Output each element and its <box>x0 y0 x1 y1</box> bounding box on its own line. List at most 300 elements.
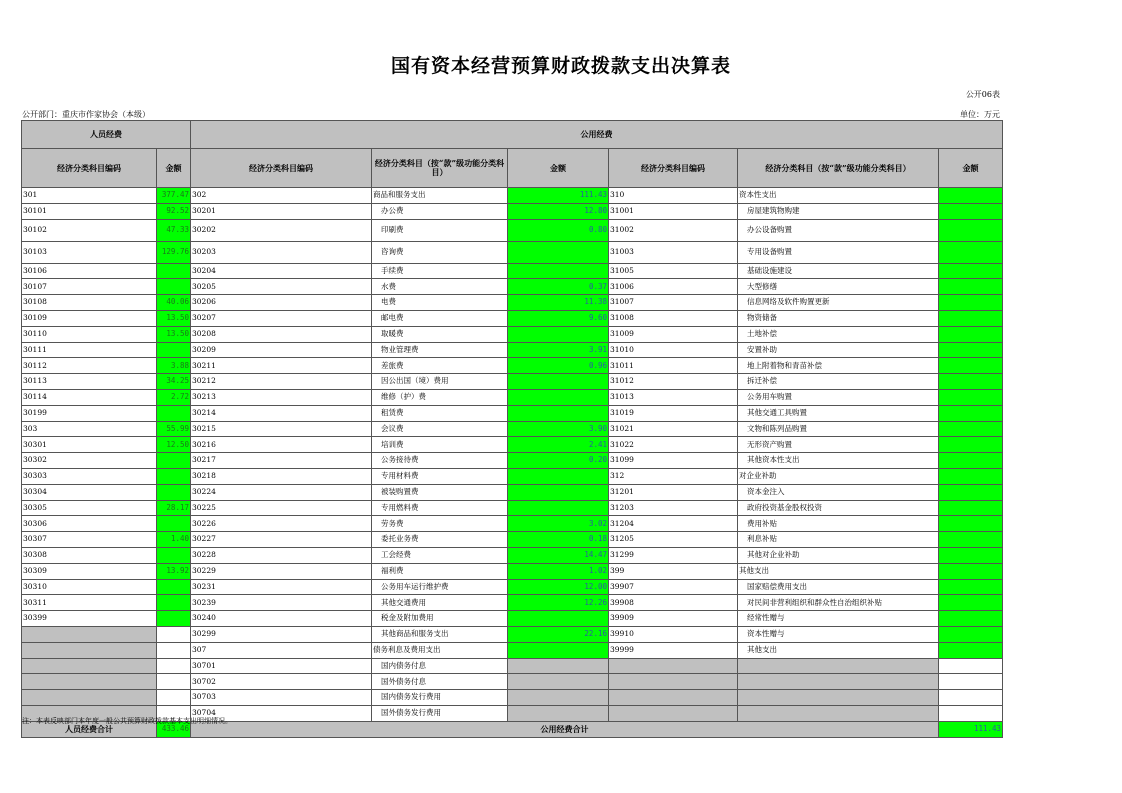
personnel-code-cell: 30310 <box>22 579 157 595</box>
capital-code-cell: 31008 <box>609 310 738 326</box>
capital-amount-cell <box>939 374 1003 390</box>
personnel-code-cell: 30199 <box>22 405 157 421</box>
public-amount-cell: 3.90 <box>508 421 609 437</box>
personnel-amount-cell: 40.06 <box>157 295 191 311</box>
personnel-amount-cell <box>157 468 191 484</box>
personnel-code-cell: 30112 <box>22 358 157 374</box>
personnel-total-label: 人员经费合计 <box>22 721 157 737</box>
table-row <box>22 611 1003 627</box>
personnel-amount-cell: 13.50 <box>157 310 191 326</box>
personnel-code-cell: 30309 <box>22 563 157 579</box>
public-amount-cell: 12.26 <box>508 595 609 611</box>
public-code-cell: 30701 <box>191 658 372 674</box>
capital-name-cell: 基础设施建设 <box>738 263 939 279</box>
table-row <box>22 389 1003 405</box>
public-code-cell: 30217 <box>191 453 372 469</box>
public-name-cell: 电费 <box>372 295 508 311</box>
capital-amount-cell <box>939 595 1003 611</box>
capital-code-cell: 31205 <box>609 532 738 548</box>
capital-amount-cell <box>939 310 1003 326</box>
capital-amount-cell <box>939 389 1003 405</box>
capital-name-cell: 利息补贴 <box>738 532 939 548</box>
personnel-amount-cell <box>157 674 191 690</box>
public-amount-cell <box>508 326 609 342</box>
capital-code-cell: 31009 <box>609 326 738 342</box>
personnel-code-cell: 30308 <box>22 547 157 563</box>
public-amount-cell <box>508 611 609 627</box>
table-row <box>22 579 1003 595</box>
public-code-cell: 30216 <box>191 437 372 453</box>
capital-amount-cell <box>939 405 1003 421</box>
public-amount-cell: 12.00 <box>508 579 609 595</box>
capital-name-cell: 无形资产购置 <box>738 437 939 453</box>
public-amount-cell <box>508 690 609 706</box>
public-amount-cell <box>508 658 609 674</box>
capital-code-cell: 310 <box>609 188 738 204</box>
public-code-cell: 30226 <box>191 516 372 532</box>
capital-amount-cell <box>939 500 1003 516</box>
table-row <box>22 188 1003 204</box>
public-name-cell: 国内债务发行费用 <box>372 690 508 706</box>
public-name-cell: 其他商品和服务支出 <box>372 626 508 642</box>
personnel-code-cell: 30111 <box>22 342 157 358</box>
public-name-cell: 工会经费 <box>372 547 508 563</box>
table-row <box>22 500 1003 516</box>
public-name-cell: 国内债务付息 <box>372 658 508 674</box>
public-name-cell: 水费 <box>372 279 508 295</box>
capital-name-cell <box>738 658 939 674</box>
public-amount-cell: 9.60 <box>508 310 609 326</box>
public-amount-cell <box>508 705 609 721</box>
public-name-cell: 差旅费 <box>372 358 508 374</box>
personnel-code-cell: 30306 <box>22 516 157 532</box>
table-row <box>22 690 1003 706</box>
capital-amount-cell <box>939 279 1003 295</box>
capital-code-cell <box>609 658 738 674</box>
capital-name-cell: 其他资本性支出 <box>738 453 939 469</box>
page-title: 国有资本经营预算财政拨款支出决算表 <box>390 55 731 77</box>
capital-code-cell: 312 <box>609 468 738 484</box>
public-code-cell: 30704 <box>191 705 372 721</box>
table-row <box>22 547 1003 563</box>
capital-name-cell: 地上附着物和青苗补偿 <box>738 358 939 374</box>
capital-amount-cell <box>939 532 1003 548</box>
table-row <box>22 326 1003 342</box>
public-amount-cell <box>508 389 609 405</box>
capital-name-cell: 政府投资基金股权投资 <box>738 500 939 516</box>
public-total-label: 公用经费合计 <box>191 721 939 737</box>
header-c1-code: 经济分类科目编码 <box>191 149 372 188</box>
public-name-cell: 税金及附加费用 <box>372 611 508 627</box>
capital-name-cell: 资本金注入 <box>738 484 939 500</box>
public-name-cell: 因公出国（境）费用 <box>372 374 508 390</box>
public-code-cell: 30702 <box>191 674 372 690</box>
table-row <box>22 626 1003 642</box>
public-amount-cell: 0.96 <box>508 358 609 374</box>
capital-code-cell: 31201 <box>609 484 738 500</box>
personnel-code-cell: 30106 <box>22 263 157 279</box>
group-header-personnel: 人员经费 <box>22 121 191 149</box>
public-amount-cell <box>508 484 609 500</box>
personnel-total-amount: 433.46 <box>157 721 191 737</box>
table-row <box>22 279 1003 295</box>
capital-amount-cell <box>939 295 1003 311</box>
unit-label: 单位：万元 <box>960 110 1000 119</box>
table-row <box>22 358 1003 374</box>
personnel-code-cell: 30304 <box>22 484 157 500</box>
table-row <box>22 219 1003 241</box>
capital-amount-cell <box>939 705 1003 721</box>
table-row <box>22 595 1003 611</box>
public-code-cell: 30213 <box>191 389 372 405</box>
public-amount-cell <box>508 642 609 658</box>
capital-code-cell: 31002 <box>609 219 738 241</box>
public-code-cell: 30209 <box>191 342 372 358</box>
public-code-cell: 30212 <box>191 374 372 390</box>
capital-name-cell: 其他交通工具购置 <box>738 405 939 421</box>
personnel-amount-cell <box>157 579 191 595</box>
public-code-cell: 30204 <box>191 263 372 279</box>
capital-code-cell: 31005 <box>609 263 738 279</box>
capital-code-cell: 31007 <box>609 295 738 311</box>
capital-name-cell: 资本性赠与 <box>738 626 939 642</box>
personnel-code-cell: 30303 <box>22 468 157 484</box>
personnel-amount-cell <box>157 547 191 563</box>
table-row <box>22 674 1003 690</box>
capital-code-cell: 31012 <box>609 374 738 390</box>
public-code-cell: 30239 <box>191 595 372 611</box>
group-header-public: 公用经费 <box>191 121 1003 149</box>
public-name-cell: 债务利息及费用支出 <box>372 642 508 658</box>
capital-amount-cell <box>939 579 1003 595</box>
public-name-cell: 取暖费 <box>372 326 508 342</box>
public-code-cell: 30703 <box>191 690 372 706</box>
personnel-code-cell <box>22 690 157 706</box>
personnel-code-cell: 30305 <box>22 500 157 516</box>
capital-amount-cell <box>939 358 1003 374</box>
capital-amount-cell <box>939 203 1003 219</box>
capital-code-cell: 31006 <box>609 279 738 295</box>
capital-name-cell: 土地补偿 <box>738 326 939 342</box>
public-code-cell: 30211 <box>191 358 372 374</box>
capital-name-cell: 办公设备购置 <box>738 219 939 241</box>
public-code-cell: 30208 <box>191 326 372 342</box>
public-amount-cell <box>508 674 609 690</box>
table-row <box>22 421 1003 437</box>
public-name-cell: 国外债务发行费用 <box>372 705 508 721</box>
public-amount-cell: 22.16 <box>508 626 609 642</box>
public-name-cell: 公务接待费 <box>372 453 508 469</box>
table-row <box>22 642 1003 658</box>
personnel-amount-cell: 47.33 <box>157 219 191 241</box>
personnel-code-cell: 30108 <box>22 295 157 311</box>
table-row <box>22 374 1003 390</box>
personnel-code-cell: 30101 <box>22 203 157 219</box>
capital-code-cell: 39908 <box>609 595 738 611</box>
capital-amount-cell <box>939 626 1003 642</box>
public-code-cell: 30231 <box>191 579 372 595</box>
capital-code-cell: 39907 <box>609 579 738 595</box>
header-c2-code: 经济分类科目编码 <box>609 149 738 188</box>
personnel-code-cell: 30311 <box>22 595 157 611</box>
capital-code-cell: 31013 <box>609 389 738 405</box>
table-row <box>22 563 1003 579</box>
public-amount-cell <box>508 263 609 279</box>
personnel-amount-cell <box>157 626 191 642</box>
capital-code-cell <box>609 690 738 706</box>
table-row <box>22 468 1003 484</box>
header-c1-name: 经济分类科目（按“款”级功能分类科目） <box>372 149 508 188</box>
personnel-amount-cell: 92.52 <box>157 203 191 219</box>
public-amount-cell: 111.43 <box>508 188 609 204</box>
table-body <box>22 188 1003 722</box>
capital-code-cell: 31204 <box>609 516 738 532</box>
capital-name-cell: 拆迁补偿 <box>738 374 939 390</box>
capital-code-cell: 31299 <box>609 547 738 563</box>
capital-code-cell <box>609 705 738 721</box>
personnel-code-cell: 30107 <box>22 279 157 295</box>
table-row <box>22 405 1003 421</box>
table-row <box>22 310 1003 326</box>
public-code-cell: 30201 <box>191 203 372 219</box>
form-number: 公开06表 <box>965 90 1000 99</box>
public-amount-cell: 2.41 <box>508 437 609 453</box>
personnel-amount-cell <box>157 690 191 706</box>
footnote: 注：本表反映部门本年度一般公共预算财政拨款基本支出明细情况。 <box>22 717 232 725</box>
capital-amount-cell <box>939 484 1003 500</box>
personnel-amount-cell <box>157 484 191 500</box>
capital-name-cell: 公务用车购置 <box>738 389 939 405</box>
personnel-amount-cell <box>157 342 191 358</box>
capital-code-cell: 31099 <box>609 453 738 469</box>
public-name-cell: 专用材料费 <box>372 468 508 484</box>
header-p-code: 经济分类科目编码 <box>22 149 157 188</box>
public-code-cell: 30203 <box>191 241 372 263</box>
capital-code-cell: 31022 <box>609 437 738 453</box>
public-code-cell: 30205 <box>191 279 372 295</box>
public-name-cell: 被装购置费 <box>372 484 508 500</box>
public-code-cell: 307 <box>191 642 372 658</box>
capital-name-cell: 对企业补助 <box>738 468 939 484</box>
capital-amount-cell <box>939 563 1003 579</box>
table-row <box>22 453 1003 469</box>
capital-name-cell: 物资储备 <box>738 310 939 326</box>
personnel-amount-cell <box>157 453 191 469</box>
public-code-cell: 302 <box>191 188 372 204</box>
capital-name-cell: 资本性支出 <box>738 188 939 204</box>
public-amount-cell: 0.37 <box>508 279 609 295</box>
public-code-cell: 30228 <box>191 547 372 563</box>
capital-name-cell: 费用补贴 <box>738 516 939 532</box>
personnel-code-cell <box>22 626 157 642</box>
public-name-cell: 咨询费 <box>372 241 508 263</box>
public-amount-cell <box>508 241 609 263</box>
capital-amount-cell <box>939 674 1003 690</box>
personnel-amount-cell <box>157 405 191 421</box>
capital-code-cell: 31010 <box>609 342 738 358</box>
public-name-cell: 租赁费 <box>372 405 508 421</box>
public-name-cell: 公务用车运行维护费 <box>372 579 508 595</box>
public-code-cell: 30299 <box>191 626 372 642</box>
personnel-code-cell: 30110 <box>22 326 157 342</box>
public-name-cell: 印刷费 <box>372 219 508 241</box>
capital-name-cell: 其他对企业补助 <box>738 547 939 563</box>
capital-amount-cell <box>939 642 1003 658</box>
public-amount-cell: 0.20 <box>508 453 609 469</box>
personnel-amount-cell: 377.47 <box>157 188 191 204</box>
public-total-amount: 111.43 <box>939 721 1003 737</box>
personnel-amount-cell: 3.88 <box>157 358 191 374</box>
personnel-code-cell: 303 <box>22 421 157 437</box>
capital-amount-cell <box>939 547 1003 563</box>
public-amount-cell: 3.02 <box>508 516 609 532</box>
public-code-cell: 30224 <box>191 484 372 500</box>
public-name-cell: 手续费 <box>372 263 508 279</box>
capital-code-cell: 39999 <box>609 642 738 658</box>
public-name-cell: 委托业务费 <box>372 532 508 548</box>
capital-name-cell <box>738 674 939 690</box>
personnel-code-cell: 30307 <box>22 532 157 548</box>
header-c2-name: 经济分类科目（按“款”级功能分类科目） <box>738 149 939 188</box>
public-amount-cell: 0.80 <box>508 219 609 241</box>
capital-code-cell: 31011 <box>609 358 738 374</box>
public-amount-cell: 3.91 <box>508 342 609 358</box>
public-name-cell: 国外债务付息 <box>372 674 508 690</box>
personnel-code-cell: 30114 <box>22 389 157 405</box>
personnel-amount-cell: 2.72 <box>157 389 191 405</box>
public-code-cell: 30240 <box>191 611 372 627</box>
capital-amount-cell <box>939 468 1003 484</box>
capital-code-cell: 31203 <box>609 500 738 516</box>
public-name-cell: 维修（护）费 <box>372 389 508 405</box>
capital-amount-cell <box>939 516 1003 532</box>
capital-amount-cell <box>939 263 1003 279</box>
public-amount-cell: 11.38 <box>508 295 609 311</box>
public-amount-cell: 14.47 <box>508 547 609 563</box>
public-name-cell: 办公费 <box>372 203 508 219</box>
personnel-code-cell <box>22 658 157 674</box>
personnel-amount-cell: 34.25 <box>157 374 191 390</box>
table-row <box>22 516 1003 532</box>
personnel-code-cell: 30399 <box>22 611 157 627</box>
public-code-cell: 30202 <box>191 219 372 241</box>
public-name-cell: 培训费 <box>372 437 508 453</box>
personnel-code-cell: 30301 <box>22 437 157 453</box>
public-name-cell: 会议费 <box>372 421 508 437</box>
capital-name-cell: 国家赔偿费用支出 <box>738 579 939 595</box>
public-code-cell: 30207 <box>191 310 372 326</box>
public-name-cell: 专用燃料费 <box>372 500 508 516</box>
table-row <box>22 342 1003 358</box>
personnel-amount-cell: 13.50 <box>157 326 191 342</box>
capital-code-cell: 39910 <box>609 626 738 642</box>
public-name-cell: 劳务费 <box>372 516 508 532</box>
table-row <box>22 203 1003 219</box>
public-amount-cell <box>508 500 609 516</box>
capital-code-cell: 31021 <box>609 421 738 437</box>
public-name-cell: 邮电费 <box>372 310 508 326</box>
capital-amount-cell <box>939 241 1003 263</box>
personnel-amount-cell: 12.50 <box>157 437 191 453</box>
capital-name-cell <box>738 690 939 706</box>
capital-name-cell: 专用设备购置 <box>738 241 939 263</box>
public-code-cell: 30227 <box>191 532 372 548</box>
personnel-amount-cell <box>157 642 191 658</box>
personnel-code-cell: 301 <box>22 188 157 204</box>
capital-name-cell: 其他支出 <box>738 563 939 579</box>
personnel-amount-cell: 13.92 <box>157 563 191 579</box>
public-name-cell: 物业管理费 <box>372 342 508 358</box>
capital-amount-cell <box>939 342 1003 358</box>
public-code-cell: 30214 <box>191 405 372 421</box>
personnel-amount-cell: 129.76 <box>157 241 191 263</box>
capital-name-cell: 安置补助 <box>738 342 939 358</box>
public-amount-cell <box>508 468 609 484</box>
personnel-amount-cell: 55.99 <box>157 421 191 437</box>
table-row <box>22 484 1003 500</box>
header-c2-amount: 金额 <box>939 149 1003 188</box>
personnel-code-cell: 30113 <box>22 374 157 390</box>
header-p-amount: 金额 <box>157 149 191 188</box>
public-amount-cell <box>508 374 609 390</box>
capital-code-cell: 31003 <box>609 241 738 263</box>
capital-amount-cell <box>939 611 1003 627</box>
public-name-cell: 其他交通费用 <box>372 595 508 611</box>
capital-code-cell: 31019 <box>609 405 738 421</box>
public-amount-cell: 12.80 <box>508 203 609 219</box>
personnel-code-cell <box>22 674 157 690</box>
capital-amount-cell <box>939 437 1003 453</box>
public-code-cell: 30225 <box>191 500 372 516</box>
capital-code-cell: 39909 <box>609 611 738 627</box>
public-code-cell: 30215 <box>191 421 372 437</box>
capital-code-cell: 399 <box>609 563 738 579</box>
personnel-code-cell: 30109 <box>22 310 157 326</box>
table-row <box>22 437 1003 453</box>
table-row <box>22 241 1003 263</box>
capital-amount-cell <box>939 421 1003 437</box>
capital-amount-cell <box>939 219 1003 241</box>
expenditure-table <box>21 120 1003 738</box>
capital-name-cell: 经常性赠与 <box>738 611 939 627</box>
personnel-code-cell: 30302 <box>22 453 157 469</box>
public-amount-cell: 0.18 <box>508 532 609 548</box>
personnel-amount-cell <box>157 658 191 674</box>
capital-name-cell: 房屋建筑物购建 <box>738 203 939 219</box>
personnel-code-cell <box>22 642 157 658</box>
header-c1-amount: 金额 <box>508 149 609 188</box>
public-name-cell: 福利费 <box>372 563 508 579</box>
capital-amount-cell <box>939 326 1003 342</box>
public-name-cell: 商品和服务支出 <box>372 188 508 204</box>
table-row <box>22 658 1003 674</box>
public-code-cell: 30218 <box>191 468 372 484</box>
personnel-amount-cell: 1.40 <box>157 532 191 548</box>
personnel-amount-cell <box>157 595 191 611</box>
personnel-amount-cell: 28.17 <box>157 500 191 516</box>
capital-amount-cell <box>939 690 1003 706</box>
department-label: 公开部门：重庆市作家协会（本级） <box>22 110 150 119</box>
capital-name-cell: 其他支出 <box>738 642 939 658</box>
personnel-code-cell: 30103 <box>22 241 157 263</box>
personnel-amount-cell <box>157 263 191 279</box>
capital-name-cell: 文物和陈列品购置 <box>738 421 939 437</box>
personnel-amount-cell <box>157 516 191 532</box>
table-row <box>22 263 1003 279</box>
table-row <box>22 295 1003 311</box>
capital-amount-cell <box>939 188 1003 204</box>
capital-name-cell: 对民间非营利组织和群众性自治组织补贴 <box>738 595 939 611</box>
